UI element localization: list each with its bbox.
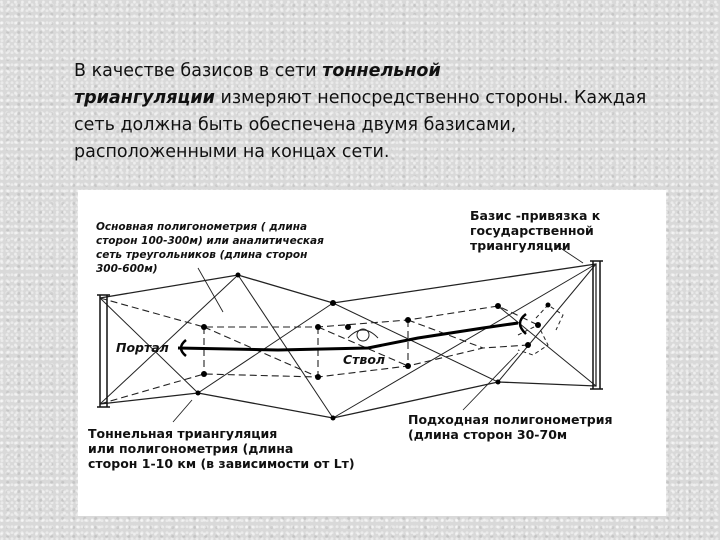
- leader-line: [173, 400, 192, 422]
- label-line: (длина сторон 30-70м: [408, 427, 568, 442]
- diagonal-line: [238, 275, 333, 418]
- slide-paragraph: [74, 58, 674, 166]
- shaft-symbol: [348, 329, 378, 341]
- label-line: триангуляции: [470, 238, 571, 253]
- polygonometry-link: [204, 327, 318, 377]
- label-line: или полигонометрия (длина: [88, 441, 294, 456]
- label-line: Основная полигонометрия ( длина: [96, 221, 308, 233]
- label-portal: Портал: [116, 340, 169, 355]
- text-part2: измеряют непосредственно стороны. Каждая сеть должна быть обеспечена двумя базисами, расположенными на концах сети.: [74, 88, 647, 162]
- label-line: сторон 100-300м) или аналитическая: [96, 235, 324, 247]
- label-shaft: Ствол: [343, 352, 386, 367]
- label-line: Тоннельная триангуляция: [88, 426, 278, 441]
- text-part1: В качестве базисов в сети: [74, 61, 323, 81]
- label-line: государственной: [470, 223, 594, 238]
- basis-left: [97, 295, 110, 407]
- label-line: сеть треугольников (длина сторон: [96, 249, 308, 261]
- label-line: Базис -привязка к: [470, 208, 601, 223]
- label-approach-polygonometry: [408, 412, 613, 442]
- label-tunnel-triangulation: [88, 426, 355, 471]
- leader-line: [463, 353, 518, 410]
- label-line: 300-600м): [96, 263, 158, 275]
- network-outline: [100, 264, 596, 418]
- tunnel-network-diagram: [78, 190, 666, 516]
- label-line: сторон 1-10 км (в зависимости от Lт): [88, 456, 355, 471]
- label-main-polygonometry: [96, 220, 324, 276]
- label-basis: [470, 208, 600, 253]
- term-tunnel: тоннельной: [322, 61, 441, 81]
- term-triangulation: триангуляции: [74, 88, 215, 108]
- label-line: Подходная полигонометрия: [408, 412, 613, 427]
